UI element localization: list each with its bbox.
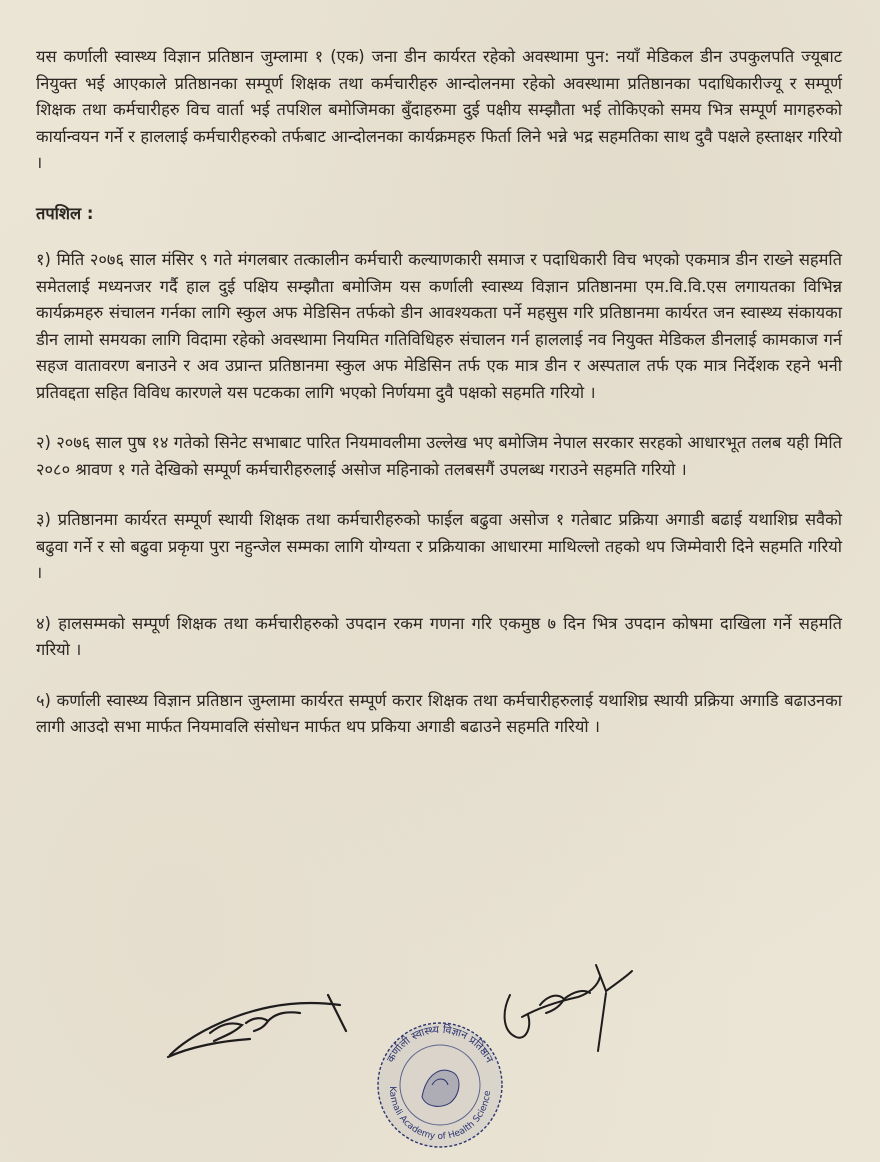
seal-bottom-text: Karnali Academy of Health Science <box>386 1086 494 1143</box>
point-2: २) २०७६ साल पुष १४ गतेको सिनेट सभाबाट पारित नियमावलीमा उल्लेख भए बमोजिम नेपाल सरकार सरहको आधारभूत तलब यही मिति २०८० श्रावण १ गते देखिको सम्पूर्ण कर्मचारीहरुलाई असोज महिनाको तलबसगैं उपलब्ध गराउने सहमति गरियो । <box>36 433 842 479</box>
seal-top-text: कर्णाली स्वास्थ्य विज्ञान प्रतिष्ठान <box>384 1023 496 1065</box>
document-body <box>36 44 842 765</box>
intro-paragraph: यस कर्णाली स्वास्थ्य विज्ञान प्रतिष्ठान जुम्लामा १ (एक) जना डीन कार्यरत रहेको अवस्थामा पुन: नयाँ मेडिकल डीन उपकुलपति ज्यूबाट नियुक्त भई आएकाले प्रतिष्ठानका सम्पूर्ण शिक्षक तथा कर्मचारीहरु आन्दोलनमा रहेको अवस्थामा प्रतिष्ठानका पदाधिकारीज्यू र सम्पूर्ण शिक्षक तथा कर्मचारीहरु विच वार्ता भई तपशिल बमोजिमका बुँदाहरुमा दुई पक्षीय सम्झौता भई तोकिएको समय भित्र सम्पूर्ण मागहरुको कार्यान्वयन गर्ने र हाललाई कर्मचारीहरुको तर्फबाट आन्दोलनका कार्यक्रमहरु फिर्ता लिने भन्ने भद्र सहमतिका साथ दुवै पक्षले हस्ताक्षर गरियो । <box>36 47 842 172</box>
point-1: १) मिति २०७६ साल मंसिर ९ गते मंगलबार तत्कालीन कर्मचारी कल्याणकारी समाज र पदाधिकारी विच भएको एकमात्र डीन राख्ने सहमति समेतलाई मध्यनजर गर्दै हाल दुई पक्षिय सम्झौता बमोजिम यस कर्णाली स्वास्थ्य विज्ञान प्रतिष्ठानमा एम.वि.वि.एस लगायतका विभिन्न कार्यक्रमहरु संचालन गर्नका लागि स्कुल अफ मेडिसिन तर्फको डीन आवश्यकता पर्ने महसुस गरि प्रतिष्ठानमा कार्यरत जन स्वास्थ्य संकायका डीन लामो समयका लागि विदामा रहेको अवस्थामा नियमित गतिविधिहरु संचालन गर्न हाललाई नव नियुक्त मेडिकल डीनलाई कामकाज गर्न सहज वातावरण बनाउने र अव उप्रान्त प्रतिष्ठानमा स्कुल अफ मेडिसिन तर्फ एक मात्र डीन र अस्पताल तर्फ एक मात्र निर्देशक रहने भनी प्रतिवद्दता सहित विविध कारणले यस पटकका लागि भएको निर्णयमा दुवै पक्षको सहमति गरियो । <box>36 250 842 402</box>
institution-seal <box>378 1023 502 1147</box>
details-heading: तपशिल : <box>36 203 94 223</box>
signatures-and-seal <box>150 955 670 1155</box>
left-signature <box>168 995 346 1057</box>
point-4: ४) हालसम्मको सम्पूर्ण शिक्षक तथा कर्मचारीहरुको उपदान रकम गणना गरि एकमुष्ठ ७ दिन भित्र उपदान कोषमा दाखिला गर्ने सहमति गरियो । <box>36 613 842 659</box>
right-signature <box>505 965 632 1051</box>
point-5: ५) कर्णाली स्वास्थ्य विज्ञान प्रतिष्ठान जुम्लामा कार्यरत सम्पूर्ण करार शिक्षक तथा कर्मचारीहरुलाई यथाशिघ्र स्थायी प्रक्रिया अगाडि बढाउनका लागी आउदो सभा मार्फत नियमावलि संसोधन मार्फत थप प्रकिया अगाडी बढाउने सहमति गरियो । <box>36 690 842 736</box>
point-3: ३) प्रतिष्ठानमा कार्यरत सम्पूर्ण स्थायी शिक्षक तथा कर्मचारीहरुको फाईल बढुवा असोज १ गतेबाट प्रक्रिया अगाडी बढाई यथाशिघ्र सवैको बढुवा गर्ने र सो बढुवा प्रकृया पुरा नहुन्जेल सम्मका लागि योग्यता र प्रक्रियाका आधारमा माथिल्लो तहको थप जिम्मेवारी दिने सहमति गरियो । <box>36 510 842 582</box>
